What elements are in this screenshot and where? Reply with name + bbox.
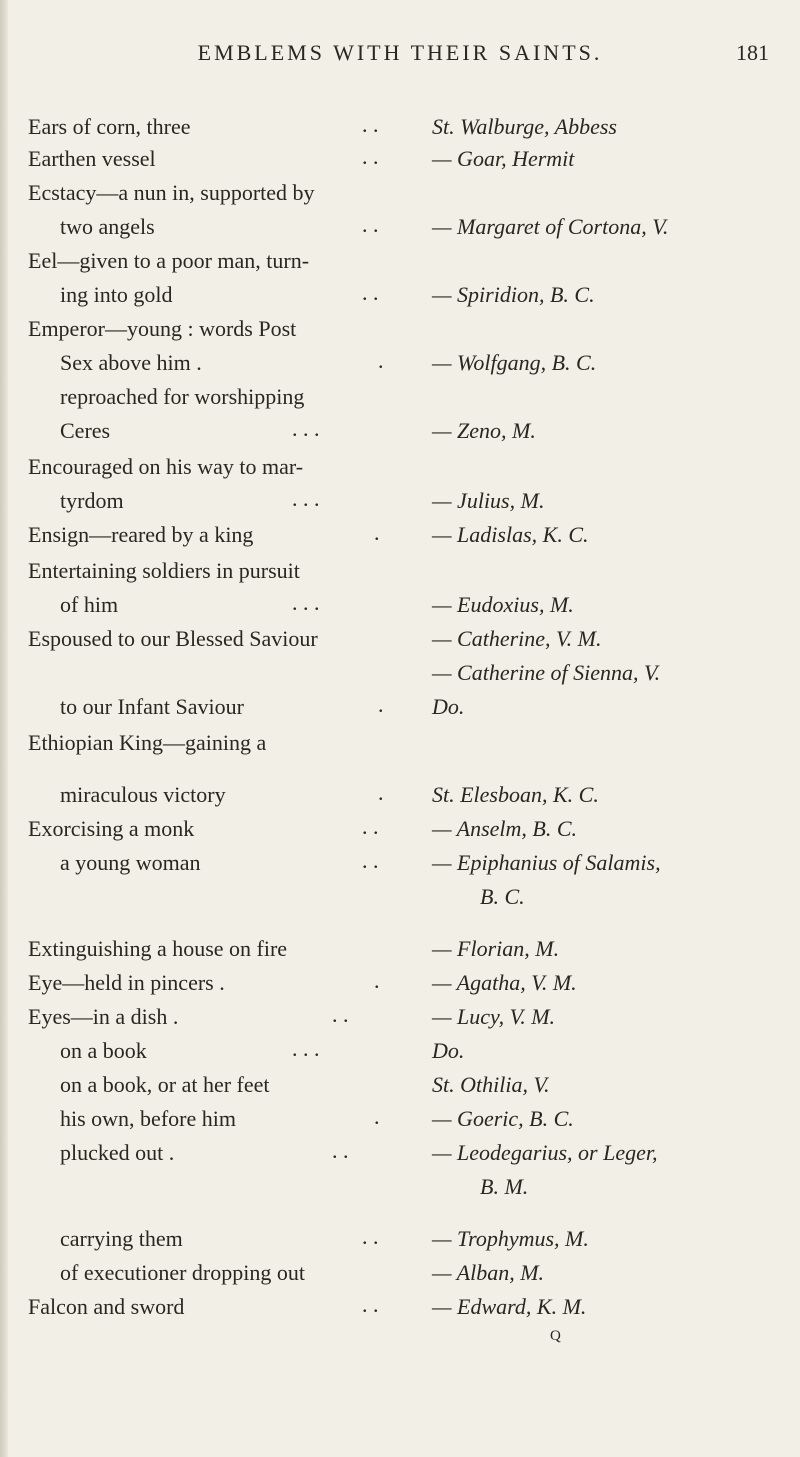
entry-left: Emperor—young : words Post <box>28 316 297 341</box>
leader-dots: . . <box>362 144 379 169</box>
entry-left: Eye—held in pincers . <box>28 970 225 995</box>
entry-left: Ecstacy—a nun in, supported by <box>28 180 315 205</box>
page-number: 181 <box>736 40 769 65</box>
entry-saint: — Wolfgang, B. C. <box>432 350 597 375</box>
leader-dots: . . <box>332 1138 349 1163</box>
entry-left: ing into gold <box>60 282 173 307</box>
entry-saint: — Goar, Hermit <box>432 146 575 171</box>
entry-left: Eel—given to a poor man, turn- <box>28 248 310 273</box>
entry-saint: — Alban, M. <box>432 1260 545 1285</box>
entry-left: Encouraged on his way to mar- <box>28 454 304 479</box>
entry-saint: — Leodegarius, or Leger, <box>432 1140 658 1165</box>
leader-dots: . <box>378 348 384 373</box>
entry-saint: — Edward, K. M. <box>432 1294 587 1319</box>
leader-dots: . <box>374 520 380 545</box>
entry-left: Sex above him . <box>60 350 202 375</box>
entry-left: Eyes—in a dish . <box>28 1004 179 1029</box>
entry-saint: St. Elesboan, K. C. <box>432 782 599 807</box>
entry-left: of executioner dropping out <box>60 1260 305 1285</box>
entry-left: Extinguishing a house on fire <box>28 936 288 961</box>
entry-left: on a book <box>60 1038 147 1063</box>
leader-dots: . <box>378 692 384 717</box>
entry-saint: B. C. <box>480 884 525 909</box>
entry-left: his own, before him <box>60 1106 236 1131</box>
entry-left: to our Infant Saviour <box>60 694 244 719</box>
page-edge-shadow <box>0 0 8 1457</box>
entry-left: a young woman <box>60 850 201 875</box>
leader-dots: . . <box>362 112 379 137</box>
entry-saint: B. M. <box>480 1174 529 1199</box>
entry-left: Espoused to our Blessed Saviour <box>28 626 318 651</box>
entry-left: tyrdom <box>60 488 124 513</box>
entry-saint: — Epiphanius of Salamis, <box>432 850 661 875</box>
entry-saint: St. Othilia, V. <box>432 1072 550 1097</box>
leader-dots: . <box>374 968 380 993</box>
signature-mark: Q <box>550 1328 561 1344</box>
entry-left: of him <box>60 592 119 617</box>
entry-saint: — Margaret of Cortona, V. <box>432 214 669 239</box>
entry-left: Entertaining soldiers in pursuit <box>28 558 300 583</box>
entry-left: Ethiopian King—gaining a <box>28 730 267 755</box>
entry-saint: — Ladislas, K. C. <box>432 522 589 547</box>
leader-dots: . . <box>362 1224 379 1249</box>
leader-dots: . . . <box>292 590 320 615</box>
leader-dots: . . <box>332 1002 349 1027</box>
entry-saint: — Goeric, B. C. <box>432 1106 574 1131</box>
entry-saint: — Lucy, V. M. <box>432 1004 556 1029</box>
entry-saint: St. Walburge, Abbess <box>432 114 617 139</box>
entry-left: miraculous victory <box>60 782 226 807</box>
leader-dots: . . <box>362 212 379 237</box>
entry-left: Earthen vessel <box>28 146 156 171</box>
entry-saint: — Florian, M. <box>432 936 560 961</box>
entry-saint: Do. <box>432 694 465 719</box>
leader-dots: . . . <box>292 1036 320 1061</box>
entry-left: Ceres <box>60 418 111 443</box>
leader-dots: . . <box>362 1292 379 1317</box>
entry-left: Falcon and sword <box>28 1294 185 1319</box>
entry-left: reproached for worshipping <box>60 384 305 409</box>
entry-saint: — Catherine, V. M. <box>432 626 602 651</box>
entry-left: plucked out . <box>60 1140 175 1165</box>
entry-left: Ensign—reared by a king <box>28 522 254 547</box>
leader-dots: . . <box>362 280 379 305</box>
entry-saint: — Anselm, B. C. <box>432 816 578 841</box>
entry-left: carrying them <box>60 1226 183 1251</box>
entry-saint: Do. <box>432 1038 465 1063</box>
entry-saint: — Julius, M. <box>432 488 545 513</box>
entry-left: on a book, or at her feet <box>60 1072 270 1097</box>
entry-left: Exorcising a monk <box>28 816 195 841</box>
entry-saint: — Trophymus, M. <box>432 1226 589 1251</box>
running-header: EMBLEMS WITH THEIR SAINTS. <box>197 40 603 65</box>
leader-dots: . . <box>362 848 379 873</box>
leader-dots: . . . <box>292 416 320 441</box>
entry-left: Ears of corn, three <box>28 114 191 139</box>
leader-dots: . . <box>362 814 379 839</box>
entry-saint: — Eudoxius, M. <box>432 592 574 617</box>
entry-saint: — Agatha, V. M. <box>432 970 577 995</box>
leader-dots: . <box>378 780 384 805</box>
entry-saint: — Spiridion, B. C. <box>432 282 595 307</box>
entry-saint: — Zeno, M. <box>432 418 536 443</box>
leader-dots: . . . <box>292 486 320 511</box>
entry-saint: — Catherine of Sienna, V. <box>432 660 661 685</box>
entry-left: two angels <box>60 214 155 239</box>
leader-dots: . <box>374 1104 380 1129</box>
